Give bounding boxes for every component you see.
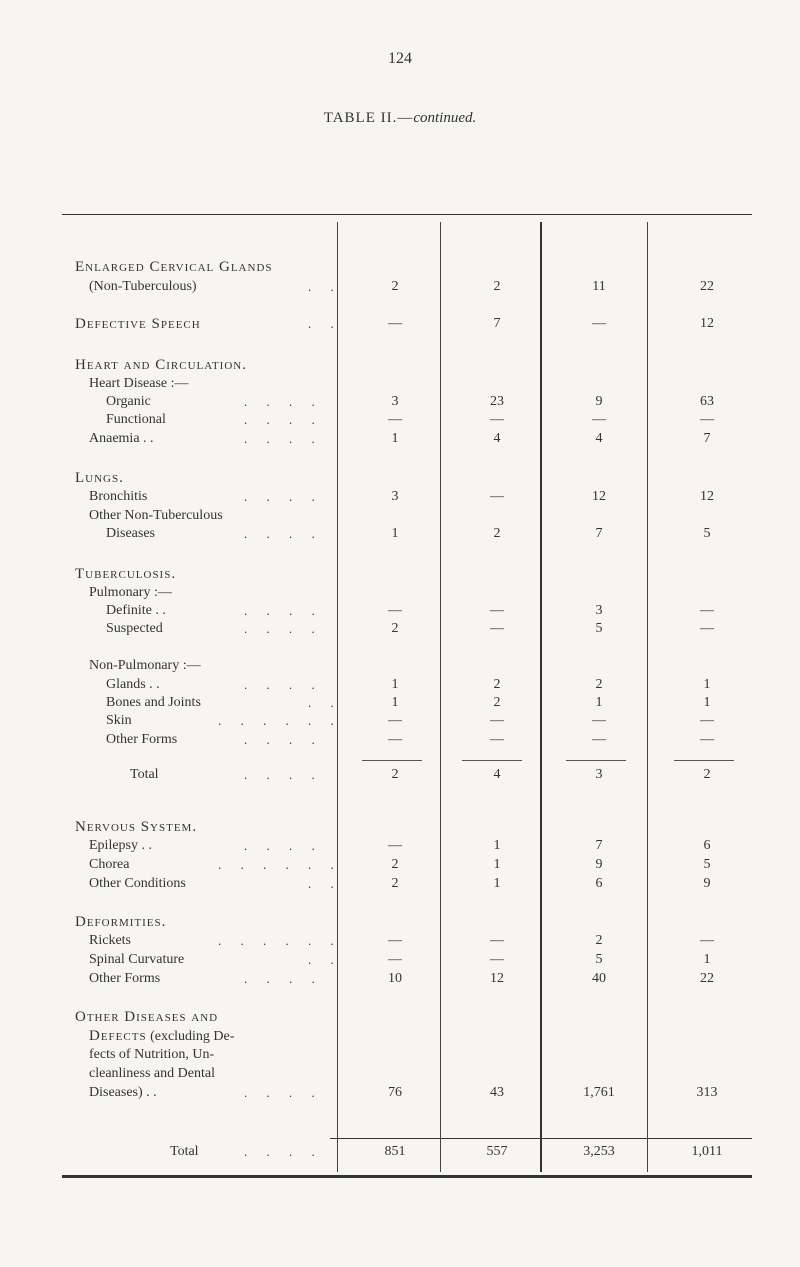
value-cell: 9 xyxy=(703,876,711,891)
value-cell: — xyxy=(700,603,714,618)
value-cell: 1 xyxy=(391,526,399,541)
value-cell: — xyxy=(490,732,504,747)
table-row xyxy=(0,875,800,893)
row-label: Organic xyxy=(106,394,151,409)
value-cell: — xyxy=(700,412,714,427)
leader-dots: . . . . xyxy=(244,431,323,446)
leader-dots: . . . . . . xyxy=(218,713,342,728)
value-cell: 2 xyxy=(703,767,711,782)
leader-dots: . . . . xyxy=(244,603,323,618)
value-cell: 2 xyxy=(493,526,501,541)
table-row xyxy=(0,430,800,448)
table-row xyxy=(0,1065,800,1083)
table-row xyxy=(0,856,800,874)
table-row xyxy=(0,951,800,969)
table-title-main: TABLE II.— xyxy=(323,110,414,126)
leader-dots: . . . . xyxy=(244,489,323,504)
value-cell: 2 xyxy=(595,677,603,692)
row-label: Defects (excluding De- xyxy=(89,1028,235,1044)
value-cell: 1,761 xyxy=(583,1085,615,1100)
row-label: cleanliness and Dental xyxy=(89,1066,215,1081)
value-cell: 3 xyxy=(595,603,603,618)
value-cell: 2 xyxy=(595,933,603,948)
value-cell: — xyxy=(700,933,714,948)
value-cell: 851 xyxy=(384,1144,406,1159)
value-cell: 2 xyxy=(391,279,399,294)
value-cell: 1 xyxy=(703,695,711,710)
table-row xyxy=(0,393,800,411)
value-cell: 2 xyxy=(391,876,399,891)
value-cell: — xyxy=(490,621,504,636)
section-heading: Heart and Circulation. xyxy=(75,357,247,373)
value-cell: 12 xyxy=(592,489,606,504)
value-cell: 23 xyxy=(490,394,504,409)
table-row xyxy=(0,356,800,374)
value-cell: 7 xyxy=(493,316,501,331)
row-label: Chorea xyxy=(89,857,130,872)
leader-dots: . . . . xyxy=(244,838,323,853)
section-heading: Nervous System. xyxy=(75,819,198,835)
table-row xyxy=(0,620,800,638)
value-cell: 9 xyxy=(595,394,603,409)
row-label: Total xyxy=(130,767,159,782)
value-cell: 1 xyxy=(493,876,501,891)
value-cell: — xyxy=(388,952,402,967)
table-row xyxy=(0,676,800,694)
table-row xyxy=(0,584,800,602)
table-row xyxy=(0,488,800,506)
leader-dots: . . . . xyxy=(244,732,323,747)
row-label: Heart Disease :— xyxy=(89,376,189,391)
table-row xyxy=(0,970,800,988)
value-cell: 557 xyxy=(486,1144,508,1159)
table-row xyxy=(0,1143,800,1161)
table-row xyxy=(0,1084,800,1102)
row-label: Other Forms xyxy=(106,732,178,747)
value-cell: 3 xyxy=(595,767,603,782)
value-cell: 63 xyxy=(700,394,714,409)
table-row xyxy=(0,731,800,749)
value-cell: — xyxy=(490,603,504,618)
value-cell: 5 xyxy=(595,621,603,636)
leader-dots: . . . . xyxy=(244,394,323,409)
section-heading: Enlarged Cervical Glands xyxy=(75,259,273,275)
value-cell: — xyxy=(490,952,504,967)
top-rule xyxy=(62,214,752,215)
row-label: (Non-Tuberculous) xyxy=(89,279,197,294)
subtotal-rule xyxy=(362,760,422,761)
table-title xyxy=(0,110,800,127)
row-label: fects of Nutrition, Un- xyxy=(89,1047,215,1062)
section-heading: Deformities. xyxy=(75,914,167,930)
leader-dots: . . . . xyxy=(244,412,323,427)
value-cell: — xyxy=(388,732,402,747)
row-label: Suspected xyxy=(106,621,163,636)
table-row xyxy=(0,913,800,931)
table-title-sub: continued. xyxy=(413,110,477,126)
table-row xyxy=(0,565,800,583)
table-row xyxy=(0,469,800,487)
table-row xyxy=(0,411,800,429)
value-cell: 313 xyxy=(696,1085,718,1100)
table-row xyxy=(0,278,800,296)
value-cell: 2 xyxy=(493,677,501,692)
value-cell: — xyxy=(490,412,504,427)
table-row xyxy=(0,315,800,333)
value-cell: 2 xyxy=(493,695,501,710)
value-cell: 5 xyxy=(595,952,603,967)
table-row xyxy=(0,712,800,730)
row-label: Skin xyxy=(106,713,132,728)
value-cell: — xyxy=(388,713,402,728)
leader-dots: . . . . xyxy=(244,677,323,692)
section-heading: Tuberculosis. xyxy=(75,566,177,582)
value-cell: 4 xyxy=(493,431,501,446)
value-cell: 2 xyxy=(391,767,399,782)
leader-dots: . . xyxy=(308,952,342,967)
value-cell: 7 xyxy=(703,431,711,446)
table-row xyxy=(0,1008,800,1026)
table-row xyxy=(0,375,800,393)
row-label: Pulmonary :— xyxy=(89,585,172,600)
value-cell: — xyxy=(592,412,606,427)
table-row xyxy=(0,657,800,675)
table-row xyxy=(0,694,800,712)
subtotal-rule xyxy=(566,760,626,761)
page-number: 124 xyxy=(388,50,412,67)
value-cell: 3,253 xyxy=(583,1144,615,1159)
section-heading: Defective Speech xyxy=(75,316,201,332)
row-label: Spinal Curvature xyxy=(89,952,185,967)
leader-dots: . . xyxy=(308,279,342,294)
leader-dots: . . . . . . xyxy=(218,933,342,948)
value-cell: 12 xyxy=(700,316,714,331)
value-cell: 11 xyxy=(592,279,606,294)
value-cell: 1 xyxy=(703,677,711,692)
table-row xyxy=(0,818,800,836)
row-label: Total xyxy=(170,1144,199,1159)
table-row xyxy=(0,932,800,950)
value-cell: 6 xyxy=(703,838,711,853)
value-cell: 12 xyxy=(490,971,504,986)
row-label: Definite . . xyxy=(106,603,166,618)
value-cell: 4 xyxy=(493,767,501,782)
value-cell: — xyxy=(490,933,504,948)
value-cell: 9 xyxy=(595,857,603,872)
value-cell: 12 xyxy=(700,489,714,504)
table-row xyxy=(0,507,800,525)
value-cell: — xyxy=(388,933,402,948)
leader-dots: . . xyxy=(308,695,342,710)
table-row xyxy=(0,525,800,543)
row-label: Bones and Joints xyxy=(106,695,201,710)
table-row xyxy=(0,1027,800,1045)
value-cell: 1 xyxy=(391,695,399,710)
row-label: Other Forms xyxy=(89,971,161,986)
table-row xyxy=(0,602,800,620)
section-heading: Other Diseases and xyxy=(75,1009,219,1025)
leader-dots: . . . . xyxy=(244,1085,323,1100)
leader-dots: . . . . xyxy=(244,526,323,541)
leader-dots: . . xyxy=(308,316,342,331)
value-cell: 1 xyxy=(391,677,399,692)
leader-dots: . . . . xyxy=(244,621,323,636)
value-cell: — xyxy=(700,621,714,636)
value-cell: — xyxy=(700,732,714,747)
value-cell: — xyxy=(490,713,504,728)
table-row xyxy=(0,837,800,855)
value-cell: 1 xyxy=(595,695,603,710)
value-cell: 6 xyxy=(595,876,603,891)
row-label: Rickets xyxy=(89,933,131,948)
value-cell: 43 xyxy=(490,1085,504,1100)
value-cell: — xyxy=(388,316,402,331)
value-cell: 5 xyxy=(703,526,711,541)
value-cell: 7 xyxy=(595,526,603,541)
row-label: Non-Pulmonary :— xyxy=(89,658,201,673)
value-cell: 2 xyxy=(391,857,399,872)
row-label: Anaemia . . xyxy=(89,431,154,446)
value-cell: 1 xyxy=(493,857,501,872)
value-cell: 7 xyxy=(595,838,603,853)
row-label: Diseases) . . xyxy=(89,1085,157,1100)
value-cell: — xyxy=(592,713,606,728)
leader-dots: . . . . xyxy=(244,1144,323,1159)
leader-dots: . . . . . . xyxy=(218,857,342,872)
value-cell: 1 xyxy=(493,838,501,853)
row-label: Other Conditions xyxy=(89,876,186,891)
value-cell: 4 xyxy=(595,431,603,446)
leader-dots: . . . . xyxy=(244,767,323,782)
leader-dots: . . xyxy=(308,876,342,891)
value-cell: 76 xyxy=(388,1085,402,1100)
subtotal-rule xyxy=(462,760,522,761)
row-label: Bronchitis xyxy=(89,489,148,504)
section-heading: Lungs. xyxy=(75,470,124,486)
row-label: Epilepsy . . xyxy=(89,838,152,853)
value-cell: 5 xyxy=(703,857,711,872)
value-cell: 1 xyxy=(703,952,711,967)
value-cell: 22 xyxy=(700,971,714,986)
value-cell: — xyxy=(388,838,402,853)
value-cell: 10 xyxy=(388,971,402,986)
leader-dots: . . . . xyxy=(244,971,323,986)
table-row xyxy=(0,1046,800,1064)
value-cell: — xyxy=(388,412,402,427)
subtotal-rule xyxy=(674,760,734,761)
value-cell: 3 xyxy=(391,489,399,504)
row-label-smallcaps: Defects xyxy=(89,1028,147,1044)
row-label: Functional xyxy=(106,412,166,427)
row-label: Other Non-Tuberculous xyxy=(89,508,223,523)
row-label: Glands . . xyxy=(106,677,160,692)
value-cell: 2 xyxy=(391,621,399,636)
value-cell: 40 xyxy=(592,971,606,986)
row-label: Diseases xyxy=(106,526,155,541)
value-cell: 22 xyxy=(700,279,714,294)
value-cell: — xyxy=(490,489,504,504)
value-cell: — xyxy=(700,713,714,728)
table-row xyxy=(0,766,800,784)
value-cell: — xyxy=(388,603,402,618)
value-cell: 1 xyxy=(391,431,399,446)
value-cell: — xyxy=(592,732,606,747)
table-row xyxy=(0,258,800,276)
value-cell: 3 xyxy=(391,394,399,409)
value-cell: 1,011 xyxy=(691,1144,723,1159)
bottom-rule xyxy=(62,1175,752,1178)
value-cell: 2 xyxy=(493,279,501,294)
value-cell: — xyxy=(592,316,606,331)
